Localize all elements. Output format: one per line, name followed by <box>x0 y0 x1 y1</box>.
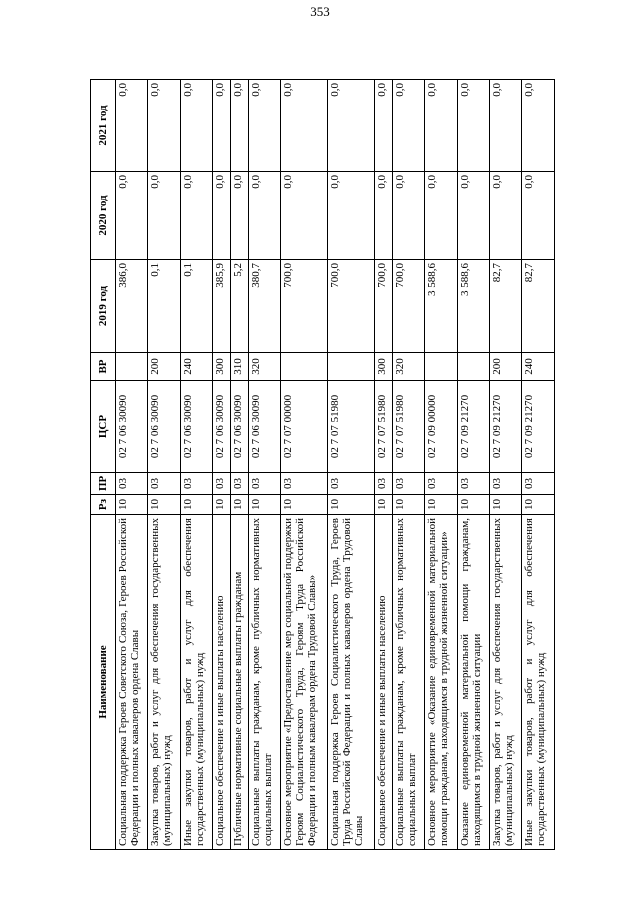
cell-csr: 02 7 06 30090 <box>148 381 180 473</box>
cell-2021: 0,0 <box>213 80 231 172</box>
cell-2020: 0,0 <box>490 172 522 260</box>
table-row <box>180 80 212 850</box>
cell-2020: 0,0 <box>148 172 180 260</box>
cell-name: Социальное обеспечение и иные выплаты населению <box>375 515 393 850</box>
cell-vr: 320 <box>249 353 281 381</box>
cell-2020: 0,0 <box>375 172 393 260</box>
cell-vr: 200 <box>490 353 522 381</box>
cell-rz: 10 <box>425 495 457 515</box>
table-row <box>116 80 148 850</box>
cell-2021: 0,0 <box>180 80 212 172</box>
cell-2020: 0,0 <box>392 172 424 260</box>
cell-vr: 300 <box>375 353 393 381</box>
cell-csr: 02 7 07 51980 <box>328 381 375 473</box>
cell-2019: 385,9 <box>213 260 231 353</box>
cell-csr: 02 7 06 30090 <box>180 381 212 473</box>
table-frame <box>90 80 555 850</box>
cell-name: Иные закупки товаров, работ и услуг для обеспечения государственных (муниципальных) нужд <box>522 515 555 850</box>
cell-pr: 03 <box>375 473 393 495</box>
cell-vr: 200 <box>148 353 180 381</box>
cell-2019: 386,0 <box>116 260 148 353</box>
cell-name: Социальное обеспечение и иные выплаты населению <box>213 515 231 850</box>
cell-pr: 03 <box>148 473 180 495</box>
cell-2021: 0,0 <box>490 80 522 172</box>
cell-2019: 700,0 <box>281 260 328 353</box>
cell-name: Иные закупки товаров, работ и услуг для обеспечения государственных (муниципальных) нужд <box>180 515 212 850</box>
header-csr: ЦСР <box>91 381 116 473</box>
table-row <box>328 80 375 850</box>
cell-vr: 310 <box>231 353 249 381</box>
cell-csr: 02 7 09 21270 <box>490 381 522 473</box>
cell-2019: 82,7 <box>490 260 522 353</box>
cell-csr: 02 7 07 51980 <box>375 381 393 473</box>
cell-name: Социальная поддержка Героев Социалистического Труда, Героев Труда Российской Федерации и полных кавалеров ордена Трудовой Славы <box>328 515 375 850</box>
cell-rz: 10 <box>231 495 249 515</box>
cell-2019: 700,0 <box>375 260 393 353</box>
cell-2021: 0,0 <box>392 80 424 172</box>
cell-2019: 700,0 <box>392 260 424 353</box>
cell-rz: 10 <box>249 495 281 515</box>
cell-name: Социальные выплаты гражданам, кроме публичных нормативных социальных выплат <box>392 515 424 850</box>
header-name: Наименование <box>91 515 116 850</box>
cell-name: Закупка товаров, работ и услуг для обеспечения государственных (муниципальных) нужд <box>490 515 522 850</box>
rotated-table-container <box>90 80 555 850</box>
cell-2021: 0,0 <box>281 80 328 172</box>
cell-2019: 82,7 <box>522 260 555 353</box>
cell-2020: 0,0 <box>213 172 231 260</box>
cell-rz: 10 <box>490 495 522 515</box>
cell-csr: 02 7 06 30090 <box>249 381 281 473</box>
cell-pr: 03 <box>180 473 212 495</box>
header-vr: ВР <box>91 353 116 381</box>
cell-2019: 380,7 <box>249 260 281 353</box>
cell-csr: 02 7 09 21270 <box>457 381 489 473</box>
cell-csr: 02 7 09 21270 <box>522 381 555 473</box>
cell-vr <box>328 353 375 381</box>
cell-vr: 320 <box>392 353 424 381</box>
cell-rz: 10 <box>457 495 489 515</box>
cell-pr: 03 <box>490 473 522 495</box>
cell-vr: 300 <box>213 353 231 381</box>
cell-2021: 0,0 <box>425 80 457 172</box>
cell-rz: 10 <box>281 495 328 515</box>
cell-pr: 03 <box>457 473 489 495</box>
cell-2020: 0,0 <box>457 172 489 260</box>
table-row <box>281 80 328 850</box>
cell-name: Социальные выплаты гражданам, кроме публичных нормативных социальных выплат <box>249 515 281 850</box>
cell-pr: 03 <box>213 473 231 495</box>
cell-2019: 0,1 <box>180 260 212 353</box>
cell-rz: 10 <box>213 495 231 515</box>
cell-2021: 0,0 <box>116 80 148 172</box>
cell-2019: 5,2 <box>231 260 249 353</box>
table-row <box>490 80 522 850</box>
cell-name: Основное мероприятие «Оказание единовременной материальной помощи гражданам, находящимся в трудной жизненной ситуации» <box>425 515 457 850</box>
cell-name: Основное мероприятие «Предоставление мер социальной поддержки Героям Социалистического Труда, Героям Труда Российской Федерации и полным кавалерам ордена Трудовой Славы» <box>281 515 328 850</box>
header-2019: 2019 год <box>91 260 116 353</box>
cell-csr: 02 7 06 30090 <box>213 381 231 473</box>
cell-rz: 10 <box>328 495 375 515</box>
cell-csr: 02 7 06 30090 <box>231 381 249 473</box>
table-row <box>522 80 555 850</box>
cell-rz: 10 <box>392 495 424 515</box>
cell-rz: 10 <box>375 495 393 515</box>
cell-csr: 02 7 09 00000 <box>425 381 457 473</box>
cell-2021: 0,0 <box>375 80 393 172</box>
cell-2021: 0,0 <box>457 80 489 172</box>
cell-2019: 3 588,6 <box>425 260 457 353</box>
cell-name: Социальная поддержка Героев Советского Союза, Героев Российской Федерации и полных кавалеров ордена Славы <box>116 515 148 850</box>
cell-name: Публичные нормативные социальные выплаты гражданам <box>231 515 249 850</box>
cell-rz: 10 <box>116 495 148 515</box>
cell-vr <box>425 353 457 381</box>
cell-2021: 0,0 <box>148 80 180 172</box>
cell-2019: 0,1 <box>148 260 180 353</box>
cell-pr: 03 <box>249 473 281 495</box>
cell-csr: 02 7 07 51980 <box>392 381 424 473</box>
table-header-row <box>91 80 116 850</box>
cell-2020: 0,0 <box>328 172 375 260</box>
cell-csr: 02 7 07 00000 <box>281 381 328 473</box>
cell-csr: 02 7 06 30090 <box>116 381 148 473</box>
cell-pr: 03 <box>522 473 555 495</box>
cell-2020: 0,0 <box>231 172 249 260</box>
header-pr: ПР <box>91 473 116 495</box>
table-row <box>425 80 457 850</box>
table-row <box>213 80 231 850</box>
cell-pr: 03 <box>231 473 249 495</box>
cell-rz: 10 <box>522 495 555 515</box>
cell-name: Закупка товаров, работ и услуг для обеспечения государственных (муниципальных) нужд <box>148 515 180 850</box>
cell-vr <box>281 353 328 381</box>
cell-name: Оказание единовременной материальной помощи гражданам, находящимся в трудной жизненной ситуации <box>457 515 489 850</box>
cell-2020: 0,0 <box>249 172 281 260</box>
table-row <box>392 80 424 850</box>
cell-rz: 10 <box>180 495 212 515</box>
header-2020: 2020 год <box>91 172 116 260</box>
cell-vr: 240 <box>522 353 555 381</box>
cell-2020: 0,0 <box>425 172 457 260</box>
table-row <box>249 80 281 850</box>
cell-vr <box>457 353 489 381</box>
cell-2020: 0,0 <box>116 172 148 260</box>
page-number: 353 <box>310 4 330 19</box>
cell-2020: 0,0 <box>522 172 555 260</box>
table-row <box>375 80 393 850</box>
cell-2021: 0,0 <box>328 80 375 172</box>
cell-rz: 10 <box>148 495 180 515</box>
budget-table <box>90 79 555 850</box>
cell-pr: 03 <box>116 473 148 495</box>
cell-pr: 03 <box>425 473 457 495</box>
cell-pr: 03 <box>392 473 424 495</box>
table-row <box>231 80 249 850</box>
cell-vr: 240 <box>180 353 212 381</box>
cell-2021: 0,0 <box>522 80 555 172</box>
header-rz: Рз <box>91 495 116 515</box>
cell-vr <box>116 353 148 381</box>
cell-pr: 03 <box>281 473 328 495</box>
header-2021: 2021 год <box>91 80 116 172</box>
cell-2020: 0,0 <box>281 172 328 260</box>
table-row <box>148 80 180 850</box>
cell-2020: 0,0 <box>180 172 212 260</box>
table-row <box>457 80 489 850</box>
cell-2019: 700,0 <box>328 260 375 353</box>
cell-2021: 0,0 <box>249 80 281 172</box>
cell-2019: 3 588,6 <box>457 260 489 353</box>
cell-pr: 03 <box>328 473 375 495</box>
cell-2021: 0,0 <box>231 80 249 172</box>
